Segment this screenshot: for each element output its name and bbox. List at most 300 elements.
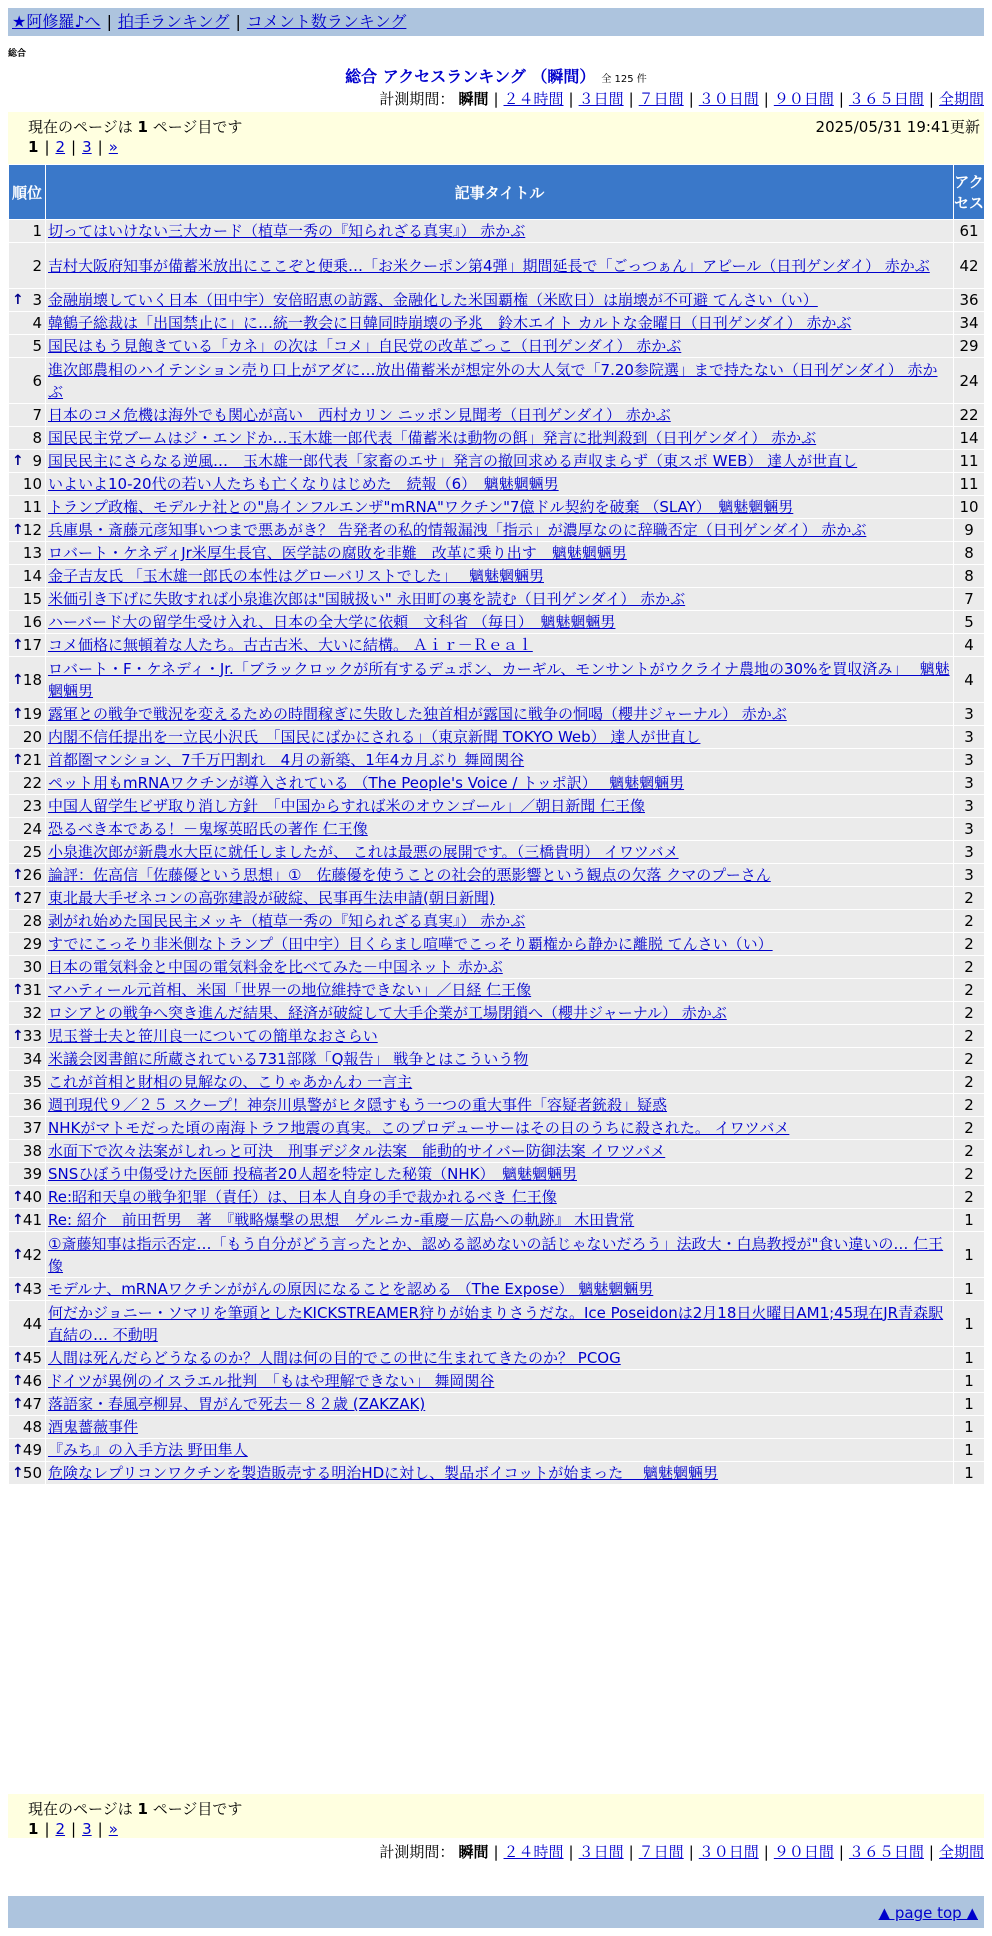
title-cell (46, 1025, 954, 1048)
rank-cell (9, 1163, 46, 1186)
article-link[interactable]: いよいよ10-20代の若い人たちも亡くなりはじめた 続報（6） 魑魅魍魎男 (48, 475, 559, 493)
rank-cell (9, 910, 46, 933)
rank-number: 48 (22, 1418, 42, 1436)
separator: | (688, 1843, 694, 1861)
title-cell (46, 1416, 954, 1439)
table-row (9, 243, 985, 289)
table-row (9, 1002, 985, 1025)
article-link[interactable]: 国民民主党ブームはジ・エンドか…玉木雄一郎代表「備蓄米は動物の餌」発言に批判殺到（日刊ゲンダイ） 赤かぶ (48, 429, 817, 447)
rank-up-arrow-icon: ↑ (12, 1246, 24, 1263)
rank-up-arrow-icon: ↑ (12, 1373, 24, 1389)
separator: | (97, 138, 103, 156)
separator: | (688, 90, 694, 108)
article-link[interactable]: 首都圏マンション、7千万円割れ 4月の新築、1年4カ月ぶり 舞岡関谷 (48, 751, 525, 769)
access-count: 1 (954, 1370, 985, 1393)
separator: | (493, 1843, 499, 1861)
article-link[interactable]: 露軍との戦争で戦況を変えるための時間稼ぎに失敗した独首相が露国に戦争の恫喝（櫻井ジャーナル） 赤かぶ (48, 705, 787, 723)
article-link[interactable]: 論評：佐高信「佐藤優という思想」① 佐藤優を使うことの社会的悪影響という観点の欠落 クマのプーさん (48, 866, 771, 884)
table-row (9, 933, 985, 956)
article-link[interactable]: ロシアとの戦争へ突き進んだ結果、経済が破綻して大手企業が工場閉鎖へ（櫻井ジャーナル） 赤かぶ (48, 1004, 727, 1022)
access-count: 3 (954, 703, 985, 726)
title-cell (46, 1301, 954, 1347)
article-link[interactable]: 小泉進次郎が新農水大臣に就任しましたが、 これは最悪の展開です。（三橋貴明） イワツバメ (48, 843, 679, 861)
article-link[interactable]: 落語家・春風亭柳昇、胃がんで死去－８２歳 (ZAKZAK) (48, 1395, 426, 1413)
rank-cell (9, 611, 46, 634)
title-cell (46, 450, 954, 473)
page-link[interactable]: 2 (55, 138, 66, 156)
table-row (9, 611, 985, 634)
rank-up-arrow-icon: ↑ (12, 522, 24, 538)
title-cell (46, 220, 954, 243)
table-row (9, 1278, 985, 1301)
rank-number: 9 (32, 452, 42, 470)
rank-number: 10 (22, 475, 42, 493)
rank-number: 24 (22, 820, 42, 838)
rank-number: 2 (32, 256, 42, 275)
table-row (9, 1117, 985, 1140)
access-count: 1 (954, 1347, 985, 1370)
table-row (9, 220, 985, 243)
access-count: 2 (954, 1094, 985, 1117)
separator: | (97, 1820, 103, 1838)
table-row (9, 588, 985, 611)
table-row (9, 1439, 985, 1462)
separator: | (628, 90, 634, 108)
rank-cell (9, 795, 46, 818)
top-navigation-bar (8, 8, 984, 36)
title-cell (46, 358, 954, 404)
access-count: 5 (954, 611, 985, 634)
access-count: 2 (954, 1163, 985, 1186)
rank-number: 39 (22, 1165, 42, 1183)
article-link[interactable]: 何だかジョニー・ソマリを筆頭としたKICKSTREAMER狩りが始まりさうだな。Ice Poseidonは2月18日火曜日AM1;45現在JR青森駅直結の… 不動明 (48, 1303, 944, 1344)
rank-up-arrow-icon: ↑ (12, 1396, 24, 1412)
access-count: 4 (954, 657, 985, 703)
title-cell (46, 1278, 954, 1301)
title-cell (46, 956, 954, 979)
rank-cell (9, 243, 46, 289)
access-count: 3 (954, 749, 985, 772)
rank-number: 44 (22, 1314, 42, 1333)
rank-number: 16 (22, 613, 42, 631)
rank-up-arrow-icon: ↑ (12, 1465, 24, 1481)
title-cell (46, 243, 954, 289)
page-title (0, 64, 992, 87)
title-cell (46, 1117, 954, 1140)
rank-cell (9, 312, 46, 335)
table-row (9, 1186, 985, 1209)
rank-number: 22 (22, 774, 42, 792)
article-link[interactable]: Re:昭和天皇の戦争犯罪（責任）は、日本人自身の手で裁かれるべき 仁王像 (48, 1188, 557, 1206)
article-link[interactable]: 内閣不信任提出を一立民小沢氏 「国民にばかにされる」（東京新聞 TOKYO Web） 達人が世直し (48, 728, 701, 746)
access-count: 1 (954, 1278, 985, 1301)
article-link[interactable]: ロバート・F・ケネディ・Jr.「ブラックロックが所有するデュポン、カーギル、モンサントがウクライナ農地の30%を買収済み」 魑魅魍魎男 (48, 659, 950, 700)
rank-cell (9, 1071, 46, 1094)
access-count: 9 (954, 519, 985, 542)
table-row (9, 427, 985, 450)
rank-cell (9, 1140, 46, 1163)
rank-number: 33 (22, 1027, 42, 1045)
access-count: 7 (954, 588, 985, 611)
title-cell (46, 1393, 954, 1416)
period-link[interactable]: ９０日間 (773, 1843, 834, 1861)
access-count: 2 (954, 933, 985, 956)
rank-cell (9, 1209, 46, 1232)
rank-cell (9, 749, 46, 772)
table-row (9, 1370, 985, 1393)
article-link[interactable]: トランプ政権、モデルナ社との"鳥インフルエンザ"mRNA"ワクチン"7億ドル契約を破棄 （SLAY） 魑魅魍魎男 (48, 498, 794, 516)
title-cell (46, 335, 954, 358)
period-link[interactable]: ９０日間 (773, 90, 834, 108)
title-cell (46, 519, 954, 542)
table-row (9, 864, 985, 887)
table-row (9, 749, 985, 772)
table-row (9, 1094, 985, 1117)
rank-number: 20 (22, 728, 42, 746)
article-link[interactable]: 『みち』の入手方法 野田隼人 (48, 1441, 248, 1459)
ranking-table-body (9, 220, 985, 1485)
article-link[interactable]: 金融崩壊していく日本（田中宇）安倍昭恵の訪露、金融化した米国覇権（米欧日）は崩壊が不可避 てんさい（い） (48, 291, 818, 309)
title-cell (46, 1209, 954, 1232)
access-count: 11 (954, 450, 985, 473)
rank-cell (9, 1301, 46, 1347)
period-selector-top (379, 88, 984, 109)
article-link[interactable]: 危険なレプリコンワクチンを製造販売する明治HDに対し、製品ボイコットが始まった 魑魅魍魎男 (48, 1464, 719, 1482)
table-row (9, 956, 985, 979)
rank-number: 35 (22, 1073, 42, 1091)
page-top-link[interactable]: ▲ page top ▲ (878, 1904, 978, 1922)
comment-ranking-link[interactable]: コメント数ランキング (246, 12, 407, 31)
update-timestamp: 2025/05/31 19:41更新 (815, 118, 980, 136)
article-link[interactable]: 剥がれ始めた国民民主メッキ（植草一秀の『知られざる真実』） 赤かぶ (48, 912, 526, 930)
rank-cell (9, 956, 46, 979)
rank-up-arrow-icon: ↑ (12, 867, 24, 883)
rank-up-arrow-icon: ↑ (12, 1281, 24, 1297)
title-cell (46, 611, 954, 634)
access-count: 1 (954, 1209, 985, 1232)
separator: | (838, 1843, 844, 1861)
table-row (9, 1232, 985, 1278)
title-cell (46, 427, 954, 450)
rank-number: 26 (22, 866, 42, 884)
page-link[interactable]: 2 (55, 1820, 66, 1838)
access-header: アクセス (954, 165, 985, 220)
separator: | (71, 138, 77, 156)
rank-number: 47 (22, 1395, 42, 1413)
article-link[interactable]: ロバート・ケネディJr米厚生長官、医学誌の腐敗を非難 改革に乗り出す 魑魅魍魎男 (48, 544, 627, 562)
table-row (9, 795, 985, 818)
access-count: 2 (954, 1002, 985, 1025)
rank-number: 34 (22, 1050, 42, 1068)
rank-up-arrow-icon: ↑ (12, 982, 24, 998)
rank-up-arrow-icon: ↑ (12, 1442, 24, 1458)
rank-cell (9, 887, 46, 910)
title-cell (46, 473, 954, 496)
access-count: 10 (954, 496, 985, 519)
rank-number: 18 (22, 670, 42, 689)
page-link[interactable]: 3 (82, 138, 92, 156)
rank-number: 50 (22, 1464, 42, 1482)
footer-bar (8, 1896, 984, 1928)
rank-cell (9, 496, 46, 519)
rank-cell (9, 818, 46, 841)
rank-cell (9, 565, 46, 588)
access-count: 22 (954, 404, 985, 427)
access-count: 11 (954, 473, 985, 496)
rank-cell (9, 657, 46, 703)
rank-number: 41 (22, 1211, 42, 1229)
title-cell (46, 726, 954, 749)
rank-number: 40 (22, 1188, 42, 1206)
article-link[interactable]: 金子吉友氏 「玉木雄一郎氏の本性はグローバリストでした」 魑魅魍魎男 (48, 567, 544, 585)
title-cell (46, 496, 954, 519)
article-link[interactable]: 日本のコメ危機は海外でも関心が高い 西村カリン ニッポン見聞考（日刊ゲンダイ） 赤かぶ (48, 406, 671, 424)
separator: | (106, 12, 112, 31)
rank-number: 14 (22, 567, 42, 585)
rank-up-arrow-icon: ↑ (12, 1028, 24, 1044)
rank-cell (9, 1094, 46, 1117)
rank-number: 28 (22, 912, 42, 930)
article-link[interactable]: 吉村大阪府知事が備蓄米放出にここぞと便乗…「お米クーポン第4弾」期間延長で「ごっつぁん」アピール（日刊ゲンダイ） 赤かぶ (48, 256, 930, 275)
table-row (9, 634, 985, 657)
article-link[interactable]: 東北最大手ゼネコンの高弥建設が破綻、民事再生法申請(朝日新聞) (48, 889, 495, 907)
article-link[interactable]: Re: 紹介 前田哲男 著 『戦略爆撃の思想 ゲルニカ-重慶－広島への軌跡』 木田貴常 (48, 1211, 635, 1229)
article-link[interactable]: モデルナ、mRNAワクチンががんの原因になることを認める （The Expose） 魑魅魍魎男 (48, 1280, 654, 1298)
separator: | (628, 1843, 634, 1861)
table-row (9, 910, 985, 933)
access-count: 42 (954, 243, 985, 289)
rank-cell (9, 772, 46, 795)
rank-number: 11 (22, 498, 42, 516)
rank-number: 3 (32, 291, 42, 309)
title-cell (46, 1232, 954, 1278)
article-link[interactable]: ①斎藤知事は指示否定…「もう自分がどう言ったとか、認める認めないの話じゃないだろう」法政大・白鳥教授が"食い違いの… 仁王像 (48, 1234, 944, 1275)
separator: | (568, 1843, 574, 1861)
table-row (9, 1462, 985, 1485)
period-label: 計測期間： (379, 90, 455, 108)
title-cell (46, 1186, 954, 1209)
article-link[interactable]: 日本の電気料金と中国の電気料金を比べてみた－中国ネット 赤かぶ (48, 958, 503, 976)
period-link[interactable]: ７日間 (638, 90, 684, 108)
table-row (9, 1209, 985, 1232)
separator: | (763, 90, 769, 108)
title-cell (46, 1002, 954, 1025)
rank-cell (9, 450, 46, 473)
page-link[interactable]: » (108, 1820, 118, 1838)
rank-cell (9, 1025, 46, 1048)
table-row (9, 312, 985, 335)
rank-number: 32 (22, 1004, 42, 1022)
title-cell (46, 841, 954, 864)
title-cell (46, 933, 954, 956)
rank-up-arrow-icon: ↑ (12, 1350, 24, 1366)
title-cell (46, 657, 954, 703)
rank-number: 7 (32, 406, 42, 424)
access-count: 36 (954, 289, 985, 312)
access-count: 2 (954, 910, 985, 933)
rank-up-arrow-icon: ↑ (12, 292, 24, 308)
pagination-top (28, 138, 118, 156)
article-link[interactable]: 国民はもう見飽きている「カネ」の次は「コメ」自民党の改革ごっこ（日刊ゲンダイ） 赤かぶ (48, 337, 682, 355)
rank-number: 5 (32, 337, 42, 355)
separator: | (71, 1820, 77, 1838)
period-link[interactable]: 全期間 (938, 90, 984, 108)
access-count: 1 (954, 1232, 985, 1278)
access-count: 8 (954, 542, 985, 565)
table-row (9, 818, 985, 841)
separator: | (928, 1843, 934, 1861)
separator: | (763, 1843, 769, 1861)
home-link[interactable]: ★阿修羅♪へ (12, 12, 101, 31)
rank-cell (9, 841, 46, 864)
article-link[interactable]: これが首相と財相の見解なの、こりゃあかんわ 一言主 (48, 1073, 413, 1091)
page-link[interactable]: » (108, 138, 118, 156)
title-cell (46, 864, 954, 887)
access-count: 3 (954, 841, 985, 864)
access-count: 24 (954, 358, 985, 404)
period-selector-bottom (379, 1841, 984, 1862)
title-cell (46, 1048, 954, 1071)
period-link[interactable]: ３６５日間 (848, 1843, 924, 1861)
access-count: 2 (954, 1048, 985, 1071)
article-link[interactable]: 米価引き下げに失敗すれば小泉進次郎は"国賊扱い" 永田町の裏を読む（日刊ゲンダイ） 赤かぶ (48, 590, 686, 608)
rank-cell (9, 864, 46, 887)
article-link[interactable]: ドイツが異例のイスラエル批判 「もはや理解できない」 舞岡関谷 (48, 1372, 495, 1390)
article-link[interactable]: すでにこっそり非米側なトランプ（田中宇）目くらまし喧嘩でこっそり覇権から静かに離脱 てんさい（い） (48, 935, 773, 953)
title-cell (46, 818, 954, 841)
rank-number: 31 (22, 981, 42, 999)
article-link[interactable]: 人間は死んだらどうなるのか？人間は何の目的でこの世に生まれてきたのか？ PCOG (48, 1349, 621, 1367)
rank-cell (9, 588, 46, 611)
article-link[interactable]: マハティール元首相、米国「世界一の地位維持できない」／日経 仁王像 (48, 981, 532, 999)
period-link[interactable]: ３６５日間 (848, 90, 924, 108)
ranking-table (8, 164, 985, 1485)
rank-cell (9, 634, 46, 657)
rank-cell (9, 1278, 46, 1301)
article-link[interactable]: 水面下で次々法案がしれっと可決 刑事デジタル法案 能動的サイバー防御法案 イワツバメ (48, 1142, 666, 1160)
page-info-text: 現在のページは 1 ページ目です (28, 118, 243, 136)
rank-number: 1 (32, 222, 42, 240)
page-info-top (8, 112, 984, 164)
rank-cell (9, 404, 46, 427)
title-cell (46, 404, 954, 427)
article-link[interactable]: SNSひぼう中傷受けた医師 投稿者20人超を特定した秘策（NHK） 魑魅魍魎男 (48, 1165, 577, 1183)
title-cell (46, 772, 954, 795)
access-count: 1 (954, 1462, 985, 1485)
access-count: 3 (954, 795, 985, 818)
article-link[interactable]: 韓鶴子総裁は「出国禁止に」に…統一教会に日韓同時崩壊の予兆 鈴木エイト カルトな金曜日（日刊ゲンダイ） 赤かぶ (48, 314, 852, 332)
rank-cell (9, 1186, 46, 1209)
rank-up-arrow-icon: ↑ (12, 1189, 24, 1205)
table-row (9, 1048, 985, 1071)
access-count: 61 (954, 220, 985, 243)
rank-cell (9, 519, 46, 542)
table-row (9, 1416, 985, 1439)
article-link[interactable]: 酒鬼薔薇事件 (48, 1418, 139, 1436)
rank-header: 順位 (9, 165, 46, 220)
title-cell (46, 634, 954, 657)
title-cell (46, 1140, 954, 1163)
page-info-text: 現在のページは 1 ページ目です (28, 1800, 243, 1818)
access-count: 1 (954, 1393, 985, 1416)
title-header: 記事タイトル (46, 165, 954, 220)
access-count: 2 (954, 887, 985, 910)
period-link[interactable]: 全期間 (938, 1843, 984, 1861)
rank-number: 43 (22, 1280, 42, 1298)
access-count: 4 (954, 634, 985, 657)
article-link[interactable]: コメ価格に無頓着な人たち。古古古米、大いに結構。 Ａｉｒ－Ｒｅａｌ (48, 636, 533, 654)
table-row (9, 542, 985, 565)
rank-number: 17 (22, 636, 42, 654)
period-link[interactable]: ７日間 (638, 1843, 684, 1861)
access-count: 2 (954, 1140, 985, 1163)
article-link[interactable]: NHKがマトモだった頃の南海トラフ地震の真実。このプロデューサーはその日のうちに殺された。 イワツバメ (48, 1119, 790, 1137)
article-link[interactable]: 進次郎農相のハイテンション売り口上がアダに…放出備蓄米が想定外の大人気で「7.20参院選」まで持たない（日刊ゲンダイ） 赤かぶ (48, 360, 938, 401)
rank-up-arrow-icon: ↑ (12, 671, 24, 688)
period-link[interactable]: ３日間 (578, 90, 624, 108)
title-cell (46, 542, 954, 565)
rank-cell (9, 1439, 46, 1462)
table-row (9, 1393, 985, 1416)
rank-cell (9, 933, 46, 956)
rank-up-arrow-icon: ↑ (12, 637, 24, 653)
table-row (9, 404, 985, 427)
title-cell (46, 979, 954, 1002)
period-link[interactable]: ２４時間 (503, 90, 564, 108)
rank-number: 46 (22, 1372, 42, 1390)
clap-ranking-link[interactable]: 拍手ランキング (117, 12, 230, 31)
separator: | (44, 1820, 50, 1838)
page-link[interactable]: 3 (82, 1820, 92, 1838)
table-row (9, 496, 985, 519)
rank-up-arrow-icon: ↑ (12, 752, 24, 768)
article-link[interactable]: 切ってはいけない三大カード（植草一秀の『知られざる真実』） 赤かぶ (48, 222, 526, 240)
period-link[interactable]: ３０日間 (698, 1843, 759, 1861)
article-link[interactable]: 国民民主にさらなる逆風… 玉木雄一郎代表「家畜のエサ」発言の撤回求める声収まらず（東スポ WEB） 達人が世直し (48, 452, 858, 470)
separator: | (838, 90, 844, 108)
article-link[interactable]: 米議会図書館に所蔵されている731部隊「Q報告」 戦争とはこういう物 (48, 1050, 529, 1068)
period-link[interactable]: ３０日間 (698, 90, 759, 108)
rank-cell (9, 1048, 46, 1071)
rank-cell (9, 979, 46, 1002)
page-title-text: 総合 アクセスランキング （瞬間） (345, 67, 596, 86)
rank-number: 6 (32, 371, 42, 390)
rank-cell (9, 220, 46, 243)
category-label: 総合 (8, 49, 27, 59)
current-page: 1 (28, 1820, 39, 1838)
access-count: 1 (954, 1439, 985, 1462)
rank-cell (9, 289, 46, 312)
access-count: 2 (954, 1117, 985, 1140)
access-count: 2 (954, 956, 985, 979)
access-count: 3 (954, 818, 985, 841)
table-row (9, 1025, 985, 1048)
article-link[interactable]: ハーバード大の留学生受け入れ、日本の全大学に依頼 文科省 （毎日） 魑魅魍魎男 (48, 613, 616, 631)
article-link[interactable]: ペット用もmRNAワクチンが導入されている （The People's Voice / トッポ訳） 魑魅魍魎男 (48, 774, 685, 792)
article-link[interactable]: 兵庫県・斎藤元彦知事いつまで悪あがき？ 告発者の私的情報漏洩「指示」が濃厚なのに辞職否定（日刊ゲンダイ） 赤かぶ (48, 521, 867, 539)
rank-cell (9, 1117, 46, 1140)
article-link[interactable]: 恐るべき本である！－鬼塚英昭氏の著作 仁王像 (48, 820, 368, 838)
period-link[interactable]: ２４時間 (503, 1843, 564, 1861)
article-link[interactable]: 児玉誉士夫と笹川良一についての簡単なおさらい (48, 1027, 378, 1045)
article-link[interactable]: 中国人留学生ビザ取り消し方針 「中国からすれば米のオウンゴール」／朝日新聞 仁王像 (48, 797, 645, 815)
period-link[interactable]: ３日間 (578, 1843, 624, 1861)
title-cell (46, 1462, 954, 1485)
rank-number: 8 (32, 429, 42, 447)
article-link[interactable]: 週刊現代９／２５ スクープ！神奈川県警がヒタ隠すもう一つの重大事件「容疑者銃殺」疑惑 (48, 1096, 668, 1114)
rank-up-arrow-icon: ↑ (12, 453, 24, 469)
table-row (9, 726, 985, 749)
